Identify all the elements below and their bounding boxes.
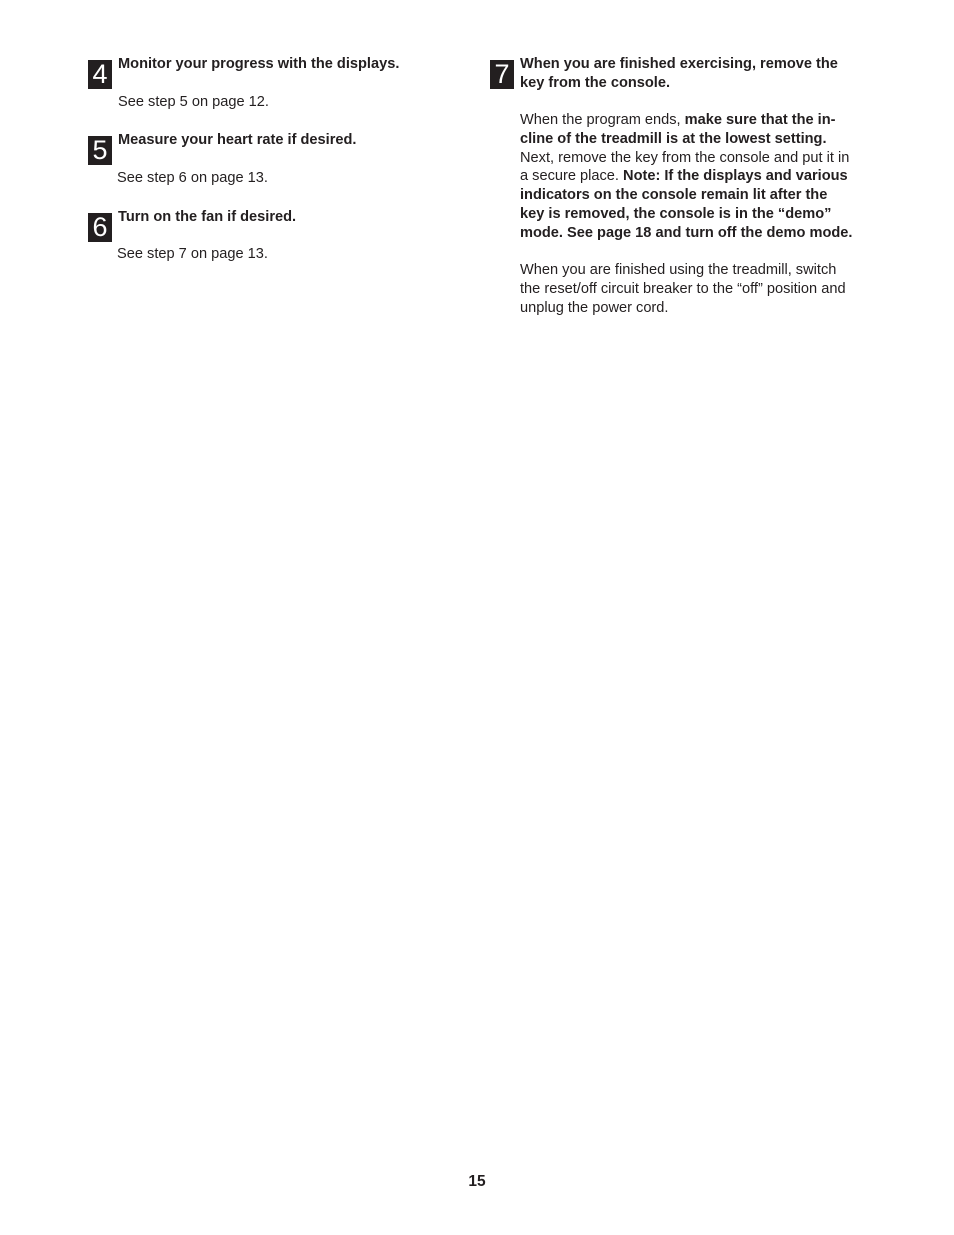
step-6-text: See step 7 on page 13.: [117, 246, 268, 262]
step-7-paragraph-2: [520, 261, 880, 317]
text-line: Next, remove the key from the console and put it in: [520, 149, 850, 166]
step-7-number: 7: [490, 60, 514, 89]
step-7-heading-line: When you are finished exercising, remove the: [520, 56, 838, 72]
step-7-heading-line: key from the console.: [520, 75, 671, 91]
text-line-bold: indicators on the console remain lit after the: [520, 187, 828, 204]
step-4-number: 4: [88, 60, 112, 89]
text-run-bold: Note: If the displays and various: [623, 168, 848, 185]
step-7-heading: [520, 55, 838, 93]
step-6-number: 6: [88, 213, 112, 242]
text-line: [520, 111, 880, 130]
text-line: unplug the power cord.: [520, 299, 669, 316]
step-5-heading: Measure your heart rate if desired.: [118, 132, 357, 148]
step-6-heading: Turn on the fan if desired.: [118, 209, 297, 225]
text-line: When you are finished using the treadmill, switch: [520, 262, 837, 278]
step-4-heading: Monitor your progress with the displays.: [118, 56, 400, 72]
step-5-text: See step 6 on page 13.: [117, 170, 268, 186]
text-line: the reset/off circuit breaker to the “off” position and: [520, 280, 846, 297]
page-number: 15: [468, 1173, 486, 1190]
step-4-text: See step 5 on page 12.: [118, 94, 269, 110]
step-5-number: 5: [88, 136, 112, 165]
text-run-bold: make sure that the in-: [684, 112, 836, 128]
text-run: a secure place.: [520, 168, 624, 185]
text-line-bold: mode. See page 18 and turn off the demo mode.: [520, 224, 853, 241]
step-7-paragraph-1: [520, 111, 880, 243]
text-line: [520, 167, 880, 186]
text-line-bold: key is removed, the console is in the “demo”: [520, 205, 832, 222]
text-line-bold: cline of the treadmill is at the lowest setting.: [520, 130, 827, 147]
text-run: When the program ends,: [520, 112, 685, 128]
